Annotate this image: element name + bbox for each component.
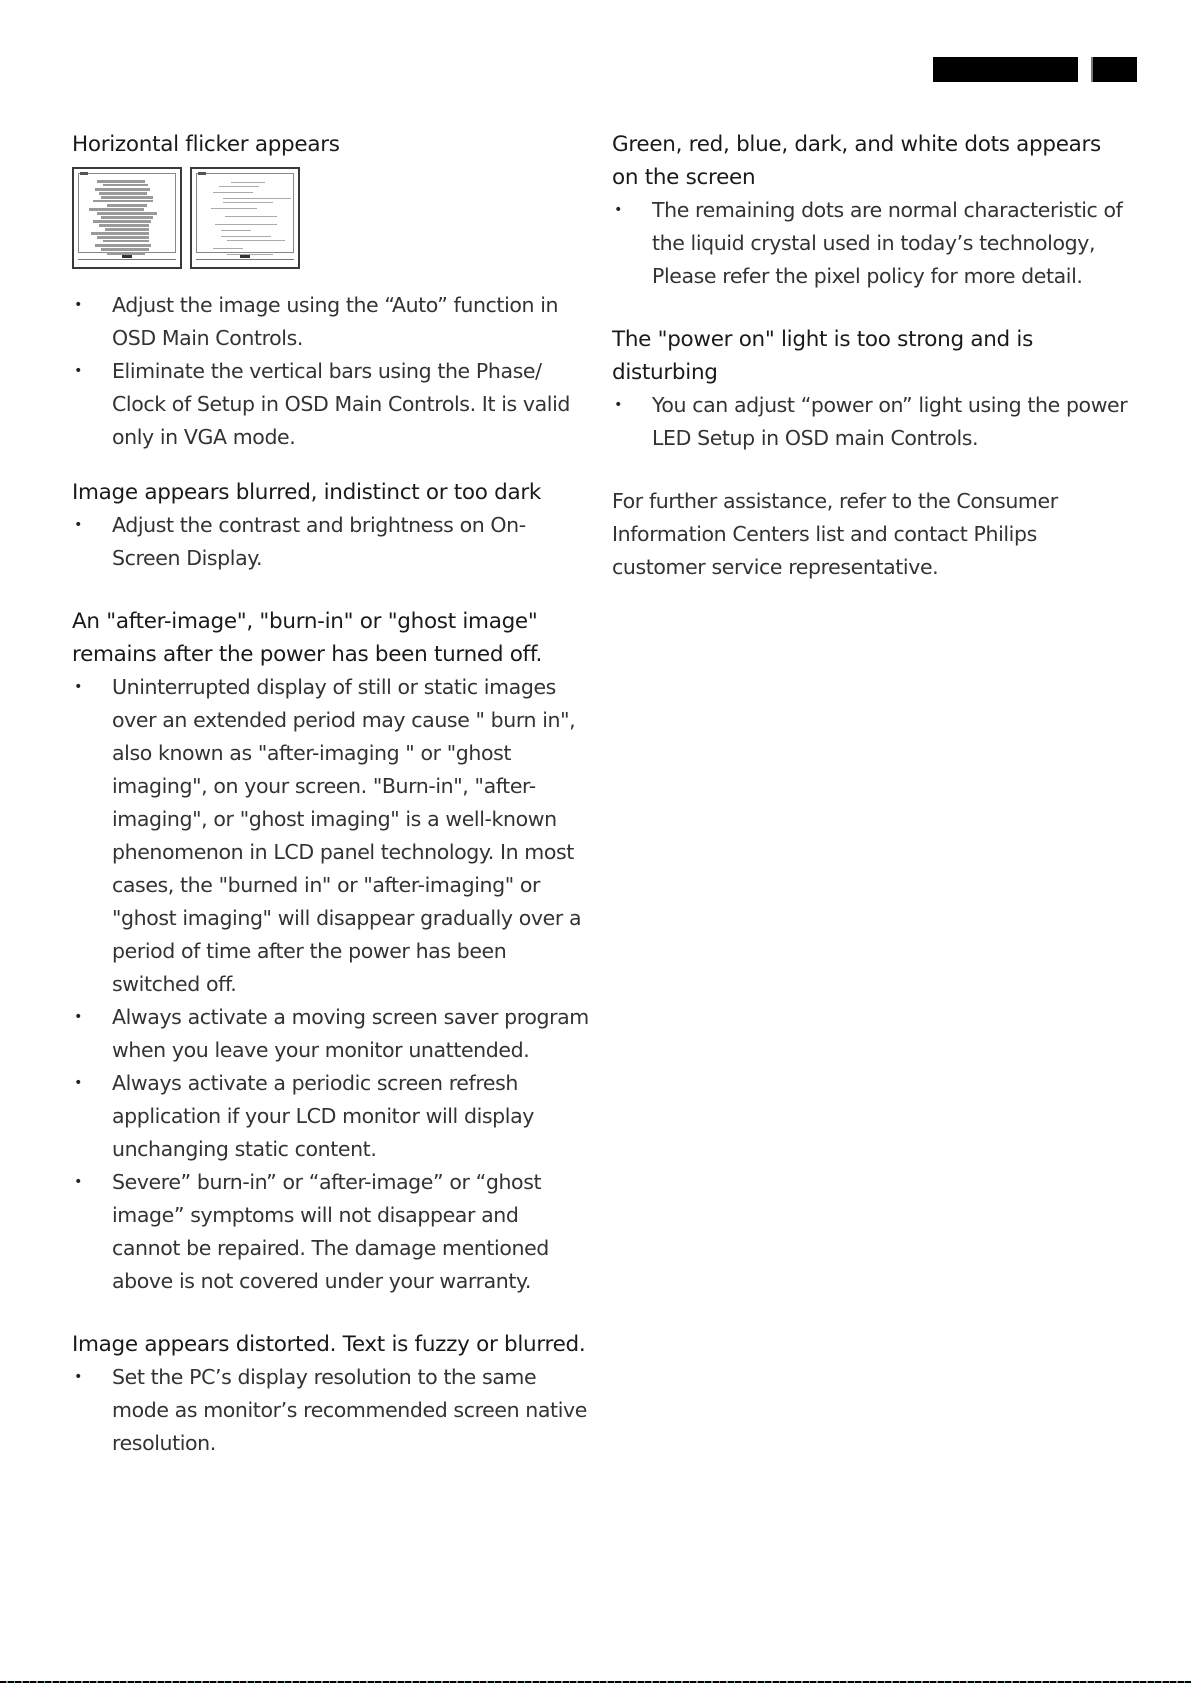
right-column	[612, 128, 1132, 584]
clear-line	[223, 202, 273, 203]
flicker-figures	[72, 167, 592, 269]
section-heading: An "after-image", "burn-in" or "ghost image" remains after the power has been turned off.	[72, 609, 543, 667]
bullet-text: Always activate a moving screen saver program when you leave your monitor unattended.	[112, 1005, 589, 1062]
bullet-item	[72, 289, 592, 355]
bullet-item	[72, 1166, 592, 1298]
bullet-item	[612, 389, 1132, 455]
section-heading: Image appears blurred, indistinct or too dark	[72, 480, 542, 505]
section-heading: Green, red, blue, dark, and white dots appears on the screen	[612, 132, 1101, 190]
clear-line	[213, 248, 243, 249]
left-column	[72, 128, 592, 1490]
monitor-flicker-before-image	[72, 167, 182, 269]
clear-line	[225, 216, 277, 217]
bullet-icon: •	[74, 363, 82, 379]
flicker-line	[105, 228, 149, 231]
section-after-image	[72, 605, 592, 1298]
flicker-line	[95, 244, 151, 247]
clear-line	[231, 182, 265, 183]
bullet-item	[72, 671, 592, 1001]
monitor-flicker-after-image	[190, 167, 300, 269]
flicker-line	[97, 180, 145, 183]
bullet-icon: •	[74, 1075, 82, 1091]
bullet-list	[72, 289, 592, 454]
bullet-text: Adjust the image using the “Auto” function in OSD Main Controls.	[112, 293, 559, 350]
bullet-icon: •	[74, 517, 82, 533]
bullet-list	[612, 194, 1132, 293]
bullet-icon: •	[74, 1174, 82, 1190]
bullet-item	[612, 194, 1132, 293]
monitor-base-line	[196, 259, 294, 260]
bullet-text: The remaining dots are normal characteristic of the liquid crystal used in today’s technology, Please refer the pixel policy for more detail.	[652, 198, 1123, 288]
section-pixel-dots	[612, 128, 1132, 293]
clear-line	[221, 230, 251, 231]
flicker-line	[93, 200, 153, 202]
bullet-text: You can adjust “power on” light using the power LED Setup in OSD main Controls.	[652, 393, 1128, 450]
bullet-icon: •	[614, 397, 622, 413]
clear-line	[215, 224, 277, 225]
clear-line	[213, 192, 253, 193]
monitor-screen	[78, 173, 176, 253]
clear-line	[223, 198, 291, 199]
header-section-tab	[933, 57, 1078, 82]
flicker-line	[107, 204, 147, 207]
section-power-light	[612, 323, 1132, 455]
flicker-line	[91, 232, 149, 235]
brand-logo-icon	[80, 172, 88, 175]
bullet-item	[72, 1361, 592, 1460]
monitor-screen	[196, 173, 294, 253]
flicker-line	[101, 196, 153, 199]
bullet-text: Set the PC’s display resolution to the same mode as monitor’s recommended screen native resolution.	[112, 1365, 587, 1455]
flicker-line	[101, 248, 149, 251]
section-heading: Image appears distorted. Text is fuzzy or blurred.	[72, 1332, 586, 1357]
bullet-icon: •	[74, 679, 82, 695]
bullet-list	[72, 1361, 592, 1460]
bullet-text: Adjust the contrast and brightness on On-Screen Display.	[112, 513, 526, 570]
bullet-item	[72, 509, 592, 575]
flicker-line	[97, 236, 149, 239]
flicker-line	[93, 220, 151, 223]
bullet-list	[612, 389, 1132, 455]
bullet-text: Eliminate the vertical bars using the Phase/ Clock of Setup in OSD Main Controls. It is valid only in VGA mode.	[112, 359, 570, 449]
flicker-line	[103, 184, 148, 186]
bullet-text: Always activate a periodic screen refresh application if your LCD monitor will display unchanging static content.	[112, 1071, 534, 1161]
bullet-icon: •	[74, 1369, 82, 1385]
flicker-line	[99, 192, 147, 195]
bullet-list	[72, 509, 592, 575]
clear-line	[211, 208, 257, 209]
bullet-text: Severe” burn-in” or “after-image” or “ghost image” symptoms will not disappear and cannot be repaired. The damage mentioned above is not covered under your warranty.	[112, 1170, 549, 1293]
further-assistance-paragraph: For further assistance, refer to the Consumer Information Centers list and contact Philips customer service representative.	[612, 489, 1058, 579]
page-bottom-border	[0, 1681, 1191, 1683]
brand-logo-icon	[198, 172, 206, 175]
bullet-text: Uninterrupted display of still or static images over an extended period may cause " burn in", also known as "after-imaging " or "ghost imaging", on your screen. "Burn-in", "after-imaging", or "ghost imaging" is a well-known phenomenon in LCD panel technology. In most cases, the "burned in" or "after-imaging" or "ghost imaging" will disappear gradually over a period of time after the power has been switched off.	[112, 675, 582, 996]
section-heading: The "power on" light is too strong and is disturbing	[612, 327, 1033, 385]
bullet-icon: •	[74, 297, 82, 313]
bullet-item	[72, 355, 592, 454]
bullet-item	[72, 1001, 592, 1067]
clear-line	[219, 186, 259, 187]
flicker-line	[97, 212, 157, 215]
header-page-number-tab	[1091, 57, 1137, 82]
monitor-badge	[240, 255, 250, 258]
bullet-item	[72, 1067, 592, 1166]
flicker-line	[89, 208, 144, 211]
section-blurred-image	[72, 476, 592, 575]
flicker-line	[99, 224, 149, 227]
section-heading: Horizontal flicker appears	[72, 132, 340, 157]
bullet-list	[72, 671, 592, 1298]
clear-line	[227, 254, 273, 255]
bullet-icon: •	[74, 1009, 82, 1025]
section-horizontal-flicker	[72, 128, 592, 454]
flicker-line	[103, 240, 149, 242]
monitor-base-line	[78, 259, 176, 260]
clear-line	[227, 240, 285, 241]
section-distorted-image	[72, 1328, 592, 1460]
clear-line	[221, 236, 271, 237]
flicker-line	[95, 188, 150, 191]
flicker-line	[101, 216, 153, 219]
monitor-badge	[122, 255, 132, 258]
bullet-icon: •	[614, 202, 622, 218]
